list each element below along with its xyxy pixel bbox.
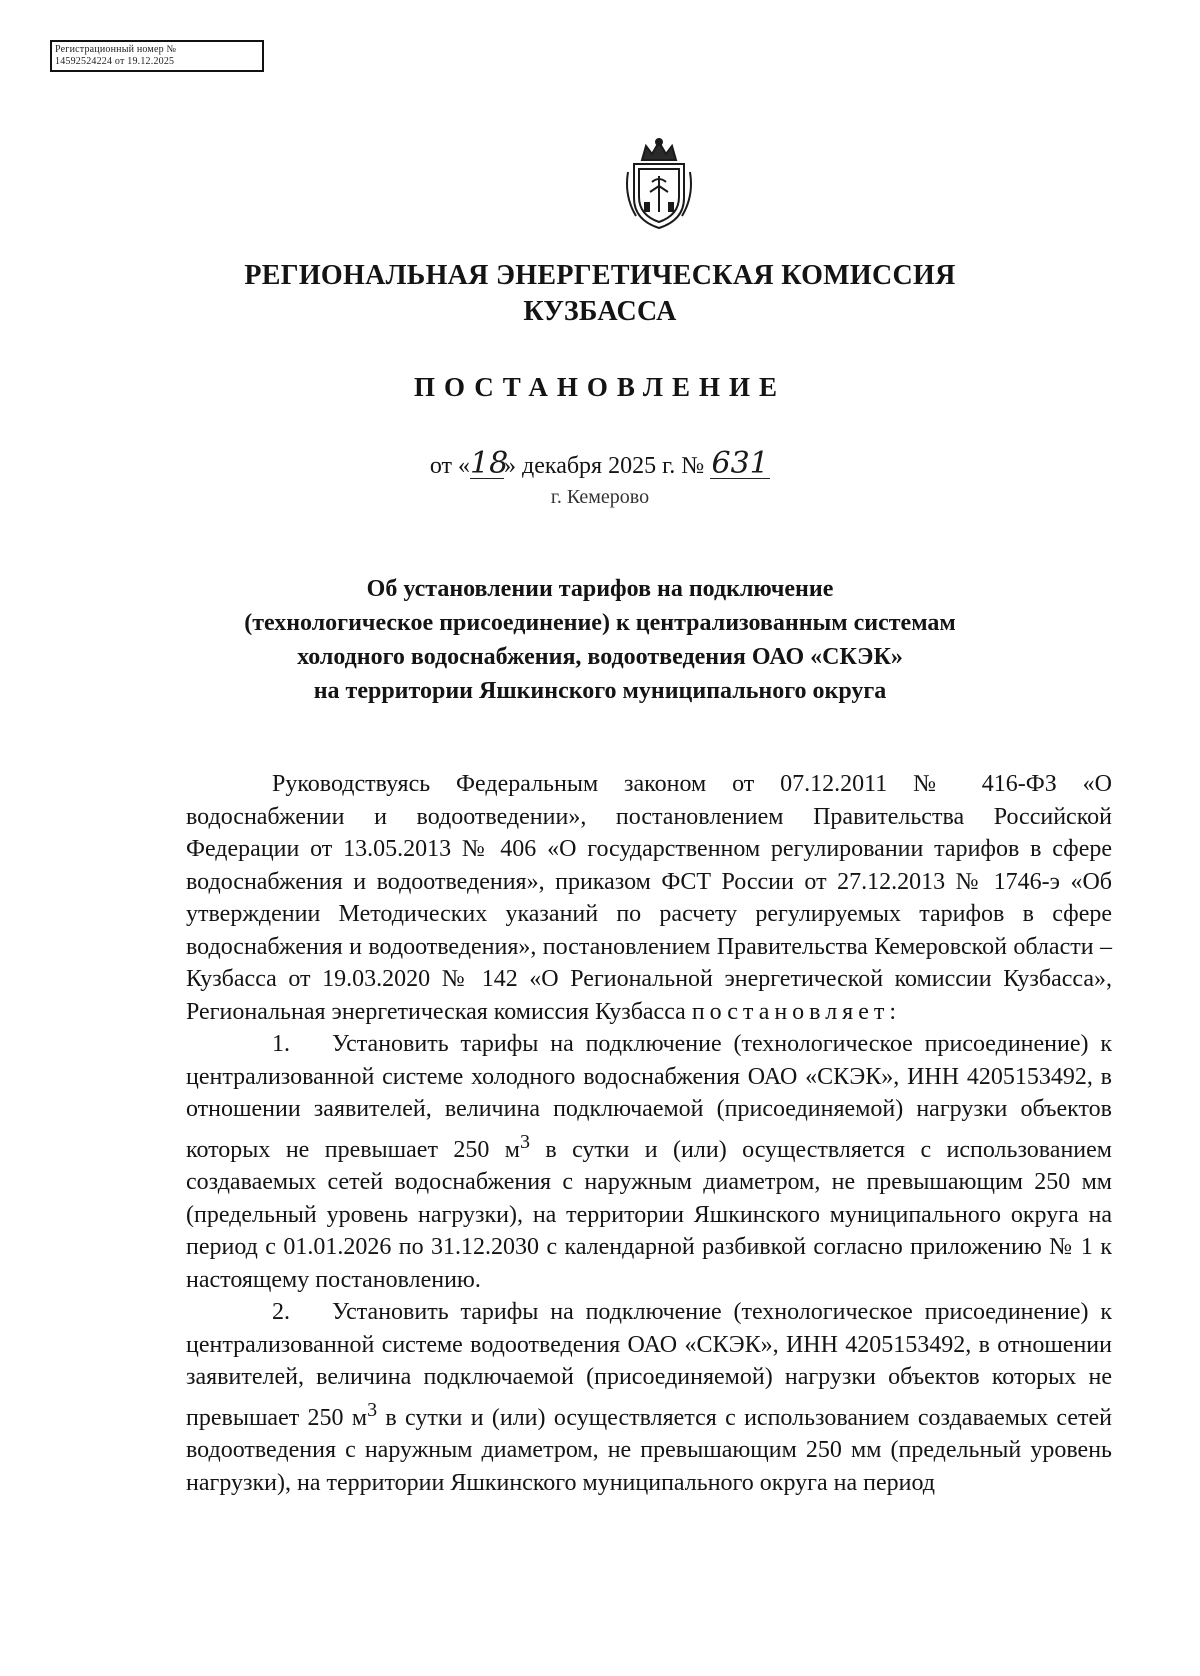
document-type: ПОСТАНОВЛЕНИЕ bbox=[413, 372, 787, 402]
item-2-text-b: в сутки и (или) осуществляется с использованием создаваемых сетей водоотведения с наружным диаметром, не превышающим 250 мм (предельный уровень нагрузки), на территории Яшкинского муниципального округа на период bbox=[186, 1404, 1112, 1496]
title-line-3: холодного водоснабжения, водоотведения ОАО «СКЭК» bbox=[297, 644, 903, 670]
date-middle: » декабря 2025 г. № bbox=[504, 453, 705, 479]
item-1-number: 1. bbox=[272, 1031, 290, 1057]
organization-name-line-2: КУЗБАССА bbox=[523, 296, 677, 327]
item-1-paragraph bbox=[186, 1028, 1112, 1296]
preamble-text: Руководствуясь Федеральным законом от 07.12.2011 № 416-ФЗ «О водоснабжении и водоотведении», постановлением Правительства Российской Федерации от 13.05.2013 № 406 «О государственном регулировании тарифов в сфере водоснабжения и водоотведения», приказом ФСТ России от 27.12.2013 № 1746-э «Об утверждении Методических указаний по расчету регулируемых тарифов в сфере водоснабжения и водоотведения», постановлением Правительства Кемеровской области – Кузбасса от 19.03.2020 № 142 «О Региональной энергетической комиссии Кузбасса», Региональная энергетическая комиссия Кузбасса bbox=[186, 771, 1112, 1025]
item-2-superscript: 3 bbox=[367, 1398, 378, 1421]
preamble-paragraph bbox=[186, 768, 1112, 1028]
title-line-1: Об установлении тарифов на подключение bbox=[366, 576, 834, 602]
date-line bbox=[0, 446, 1200, 481]
title-line-2: (технологическое присоединение) к централизованным системам bbox=[244, 610, 956, 636]
registration-stamp bbox=[50, 40, 264, 72]
date-prefix: от « bbox=[429, 453, 471, 479]
resolves-word: постановляет: bbox=[691, 998, 902, 1025]
item-2-number: 2. bbox=[272, 1299, 290, 1325]
item-1-text-b: в сутки и (или) осуществляется с использованием создаваемых сетей водоснабжения с наружным диаметром, не превышающим 250 мм (предельный уровень нагрузки), на территории Яшкинского муниципального округа на период с 01.01.2026 по 31.12.2030 с календарной разбивкой согласно приложению № 1 к настоящему постановлению. bbox=[186, 1136, 1112, 1293]
registration-line-1: Регистрационный номер № bbox=[55, 44, 177, 55]
coat-of-arms-icon bbox=[622, 136, 696, 232]
item-2-text-a: Установить тарифы на подключение (технологическое присоединение) к централизованной системе водоотведения ОАО «СКЭК», ИНН 4205153492, в отношении заявителей, величина подключаемой (присоединяемой) нагрузки объектов которых не превышает 250 м bbox=[186, 1299, 1112, 1431]
item-1-text-a: Установить тарифы на подключение (технологическое присоединение) к централизованной системе холодного водоснабжения ОАО «СКЭК», ИНН 4205153492, в отношении заявителей, величина подключаемой (присоединяемой) нагрузки объектов которых не превышает 250 м bbox=[186, 1031, 1112, 1163]
handwritten-day: 18 bbox=[470, 446, 509, 481]
handwritten-document-number: 631 bbox=[711, 446, 769, 481]
document-body bbox=[186, 768, 1112, 1499]
city: г. Кемерово bbox=[550, 486, 650, 508]
document-title bbox=[0, 572, 1200, 708]
organization-name-line-1: РЕГИОНАЛЬНАЯ ЭНЕРГЕТИЧЕСКАЯ КОМИССИЯ bbox=[244, 260, 956, 291]
item-2-paragraph bbox=[186, 1296, 1112, 1499]
item-1-superscript: 3 bbox=[519, 1130, 530, 1153]
registration-line-2: 14592524224 от 19.12.2025 bbox=[55, 56, 175, 67]
title-line-4: на территории Яшкинского муниципального округа bbox=[313, 678, 887, 704]
